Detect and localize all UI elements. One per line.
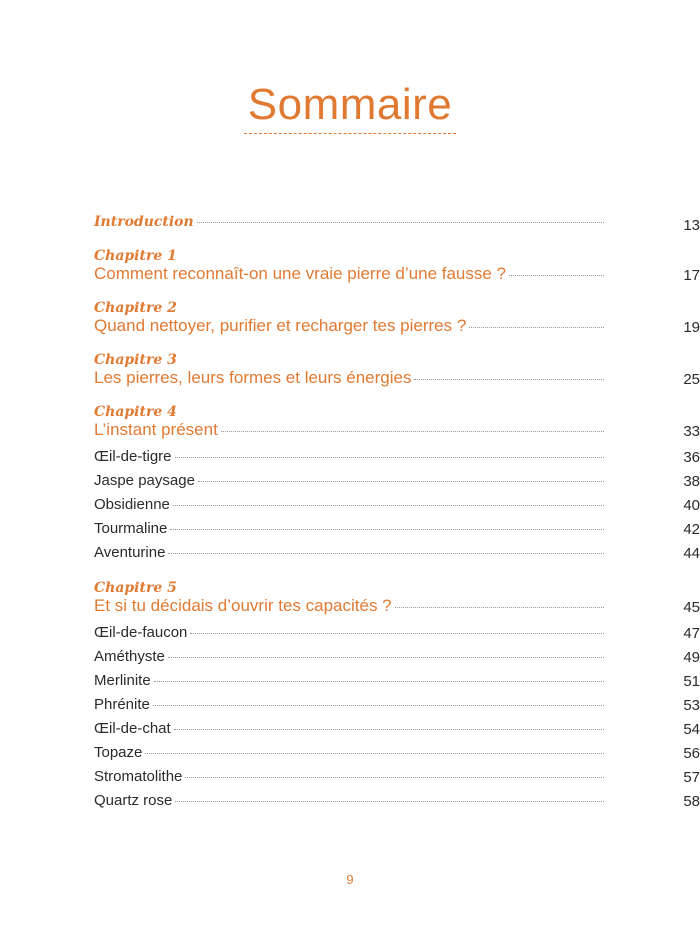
toc-page-number: 42: [683, 521, 700, 538]
chapter-kicker: Chapitre 2: [94, 300, 177, 316]
toc-page-number: 51: [683, 673, 700, 690]
toc-page-number: 58: [683, 793, 700, 810]
toc-entry-label: Les pierres, leurs formes et leurs énergies: [94, 368, 412, 387]
toc-entry-label: Merlinite: [94, 672, 151, 689]
toc-entry-label: Et si tu décidais d’ouvrir tes capacités ?: [94, 596, 392, 615]
toc-entry-chapter-2[interactable]: [94, 316, 700, 342]
toc-entry-label: Œil-de-chat: [94, 720, 171, 737]
toc-entry-item[interactable]: [94, 624, 700, 650]
toc-page-number: 47: [683, 625, 700, 642]
toc-entry-label: Œil-de-tigre: [94, 448, 172, 465]
toc-page-number: 33: [683, 423, 700, 440]
toc-page-number: 36: [683, 449, 700, 466]
leader-dots: [168, 553, 604, 554]
leader-dots: [145, 753, 604, 754]
toc-entry-item[interactable]: [94, 744, 700, 770]
leader-dots: [198, 481, 604, 482]
toc-entry-label: Améthyste: [94, 648, 165, 665]
chapter-kicker: Chapitre 5: [94, 580, 177, 596]
toc-page-number: 54: [683, 721, 700, 738]
toc-entry-chapter-1[interactable]: [94, 264, 700, 290]
leader-dots: [469, 327, 604, 328]
toc-entry-item[interactable]: [94, 768, 700, 794]
toc-entry-item[interactable]: [94, 544, 700, 570]
leader-dots: [175, 801, 604, 802]
toc-page-number: 49: [683, 649, 700, 666]
leader-dots: [154, 681, 604, 682]
leader-dots: [168, 657, 604, 658]
toc-entry-label: L’instant présent: [94, 420, 218, 439]
toc-entry-item[interactable]: [94, 792, 700, 818]
leader-dots: [174, 729, 604, 730]
toc-entry-label: Jaspe paysage: [94, 472, 195, 489]
toc-entry-item[interactable]: [94, 496, 700, 522]
toc-page-number: 19: [683, 319, 700, 336]
toc-entry-label: Obsidienne: [94, 496, 170, 513]
page-title: Sommaire: [247, 80, 453, 129]
toc-entry-label: Quand nettoyer, purifier et recharger tes pierres ?: [94, 316, 467, 335]
leader-dots: [173, 505, 604, 506]
toc-page-number: 44: [683, 545, 700, 562]
toc-entry-chapter-4[interactable]: [94, 420, 700, 446]
leader-dots: [221, 431, 604, 432]
toc-page-number: 38: [683, 473, 700, 490]
leader-dots: [170, 529, 604, 530]
toc-page-number: 53: [683, 697, 700, 714]
chapter-kicker: Chapitre 1: [94, 248, 177, 264]
chapter-kicker: Chapitre 3: [94, 352, 177, 368]
leader-dots: [190, 633, 604, 634]
toc-entry-introduction[interactable]: [94, 214, 700, 240]
toc-page-number: 40: [683, 497, 700, 514]
toc-page-number: 25: [683, 371, 700, 388]
toc-entry-item[interactable]: [94, 696, 700, 722]
toc-page-number: 13: [683, 217, 700, 234]
toc-entry-item[interactable]: [94, 720, 700, 746]
page-folio: 9: [346, 872, 354, 887]
leader-dots: [175, 457, 604, 458]
toc-entry-chapter-5[interactable]: [94, 596, 700, 622]
leader-dots: [197, 222, 604, 223]
toc-page-number: 45: [683, 599, 700, 616]
toc-entry-label: Topaze: [94, 744, 143, 761]
toc-entry-item[interactable]: [94, 520, 700, 546]
leader-dots: [509, 275, 604, 276]
leader-dots: [395, 607, 604, 608]
toc-entry-label: Stromatolithe: [94, 768, 183, 785]
toc-page-number: 57: [683, 769, 700, 786]
leader-dots: [185, 777, 604, 778]
leader-dots: [414, 379, 604, 380]
toc-entry-label: Quartz rose: [94, 792, 173, 809]
toc-entry-label: Tourmaline: [94, 520, 168, 537]
leader-dots: [153, 705, 604, 706]
toc-entry-label: Œil-de-faucon: [94, 624, 188, 641]
toc-entry-label: Aventurine: [94, 544, 166, 561]
chapter-kicker: Chapitre 4: [94, 404, 177, 420]
toc-entry-label: Phrénite: [94, 696, 150, 713]
toc-entry-item[interactable]: [94, 472, 700, 498]
title-dashed-rule: [244, 133, 456, 134]
toc-entry-label: Introduction: [94, 214, 194, 230]
toc-page-number: 56: [683, 745, 700, 762]
toc-page-number: 17: [683, 267, 700, 284]
toc-entry-item[interactable]: [94, 648, 700, 674]
toc-entry-item[interactable]: [94, 448, 700, 474]
toc-entry-item[interactable]: [94, 672, 700, 698]
toc-entry-chapter-3[interactable]: [94, 368, 700, 394]
toc-entry-label: Comment reconnaît-on une vraie pierre d’une fausse ?: [94, 264, 507, 283]
